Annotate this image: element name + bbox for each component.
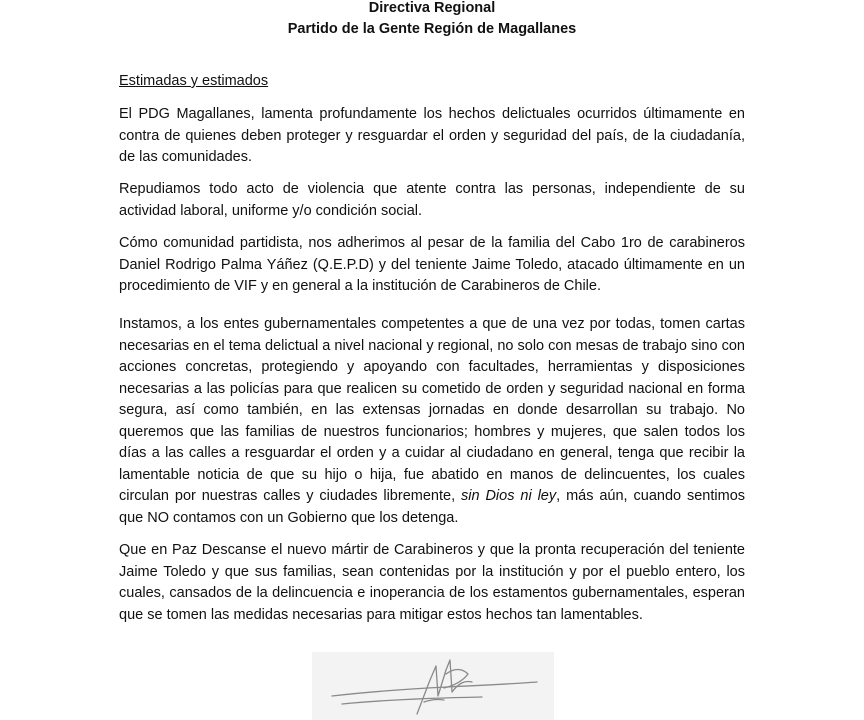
signature-area (312, 652, 554, 720)
paragraph-repudiation: Repudiamos todo acto de violencia que atente contra las personas, independiente de su actividad laboral, uniforme y/o condición social. (119, 181, 745, 219)
document-heading-line2: Partido de la Gente Región de Magallanes (287, 21, 577, 37)
paragraph-adhesion: Cómo comunidad partidista, nos adherimos al pesar de la familia del Cabo 1ro de carabineros Daniel Rodrigo Palma Yáñez (Q.E.P.D) y del teniente Jaime Toledo, atacado últimamente en un procedimiento de VIF y en general a la institución de Carabineros de Chile. (119, 235, 745, 294)
document-heading-line1: Directiva Regional (368, 0, 496, 16)
paragraph-call-to-action-text-b: , más aún, cuando sentimos que NO contamos con un Gobierno que los detenga. (119, 488, 746, 526)
paragraph-closing: Que en Paz Descanse el nuevo mártir de Carabineros y que la pronta recuperación del teniente Jaime Toledo y que sus familias, sean contenidas por la institución y por el pueblo entero, los cuales, cansados de la delincuencia e inoperancia de los estamentos gubernamentales, esperan que se tomen las medidas necesarias para mitigar estos hechos tan lamentables. (119, 542, 745, 623)
handwritten-signature-icon (312, 652, 554, 720)
paragraph-call-to-action-text-a: Instamos, a los entes gubernamentales competentes a que de una vez por todas, tomen cartas necesarias en el tema delictual a nivel nacional y regional, no solo con mesas de trabajo sino con acciones concretas, protegiendo y apoyando con facultades, herramientas y disposiciones necesarias a las policías para que realicen su cometido de orden y seguridad nacional en forma segura, así como también, en las extensas jornadas en donde desarrollan su trabajo. No queremos que las familias de nuestros funcionarios; hombres y mujeres, que salen todos los días a las calles a resguardar el orden y a cuidar al ciudadano en general, tenga que recibir la lamentable noticia de que su hijo o hija, fue abatido en manos de delincuentes, los cuales circulan por nuestras calles y ciudades libremente, (119, 316, 745, 504)
salutation: Estimadas y estimados (119, 73, 269, 89)
paragraph-call-to-action (119, 314, 745, 529)
paragraph-condolence-intro: El PDG Magallanes, lamenta profundamente los hechos delictuales ocurridos últimamente en contra de quienes deben proteger y resguardar el orden y seguridad del país, de la ciudadanía, de las comunidades. (119, 106, 745, 165)
paragraph-call-to-action-italic: sin Dios ni ley (461, 488, 557, 504)
